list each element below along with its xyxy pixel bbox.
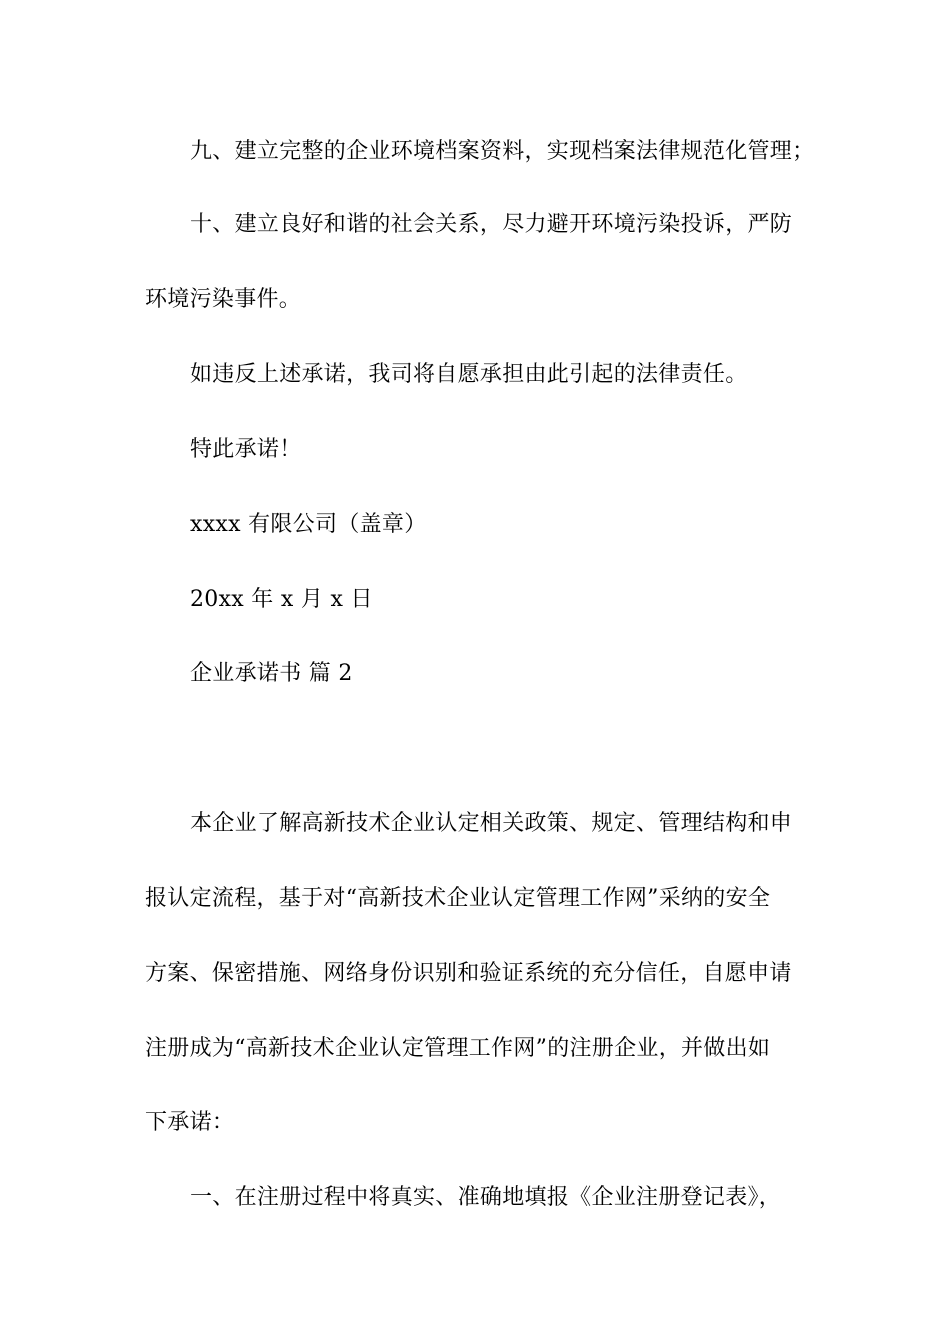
intro-paragraph-line-2: 报认定流程，基于对“高新技术企业认定管理工作网”采纳的安全 [145, 886, 771, 911]
paragraph-item-10-line-1: 十、建立良好和谐的社会关系，尽力避开环境污染投诉，严防 [190, 212, 793, 237]
intro-paragraph-line-5: 下承诺： [145, 1110, 235, 1135]
intro-paragraph-line-1: 本企业了解高新技术企业认定相关政策、规定、管理结构和申 [190, 811, 793, 836]
violation-statement: 如违反上述承诺，我司将自愿承担由此引起的法律责任。 [190, 362, 748, 387]
intro-paragraph-line-4: 注册成为“高新技术企业认定管理工作网”的注册企业，并做出如 [145, 1036, 771, 1061]
company-signature: xxxx 有限公司（盖章） [190, 512, 427, 537]
paragraph-item-9: 九、建立完整的企业环境档案资料，实现档案法律规范化管理； [190, 139, 815, 164]
section-heading: 企业承诺书 篇 2 [190, 661, 353, 686]
intro-paragraph-line-3: 方案、保密措施、网络身份识别和验证系统的充分信任，自愿申请 [145, 961, 792, 986]
commitment-item-1: 一、在注册过程中将真实、准确地填报《企业注册登记表》， [190, 1185, 782, 1210]
paragraph-item-10-line-2: 环境污染事件。 [145, 287, 302, 312]
signature-date: 20xx 年 x 月 x 日 [190, 587, 373, 612]
closing-statement: 特此承诺！ [190, 437, 302, 462]
